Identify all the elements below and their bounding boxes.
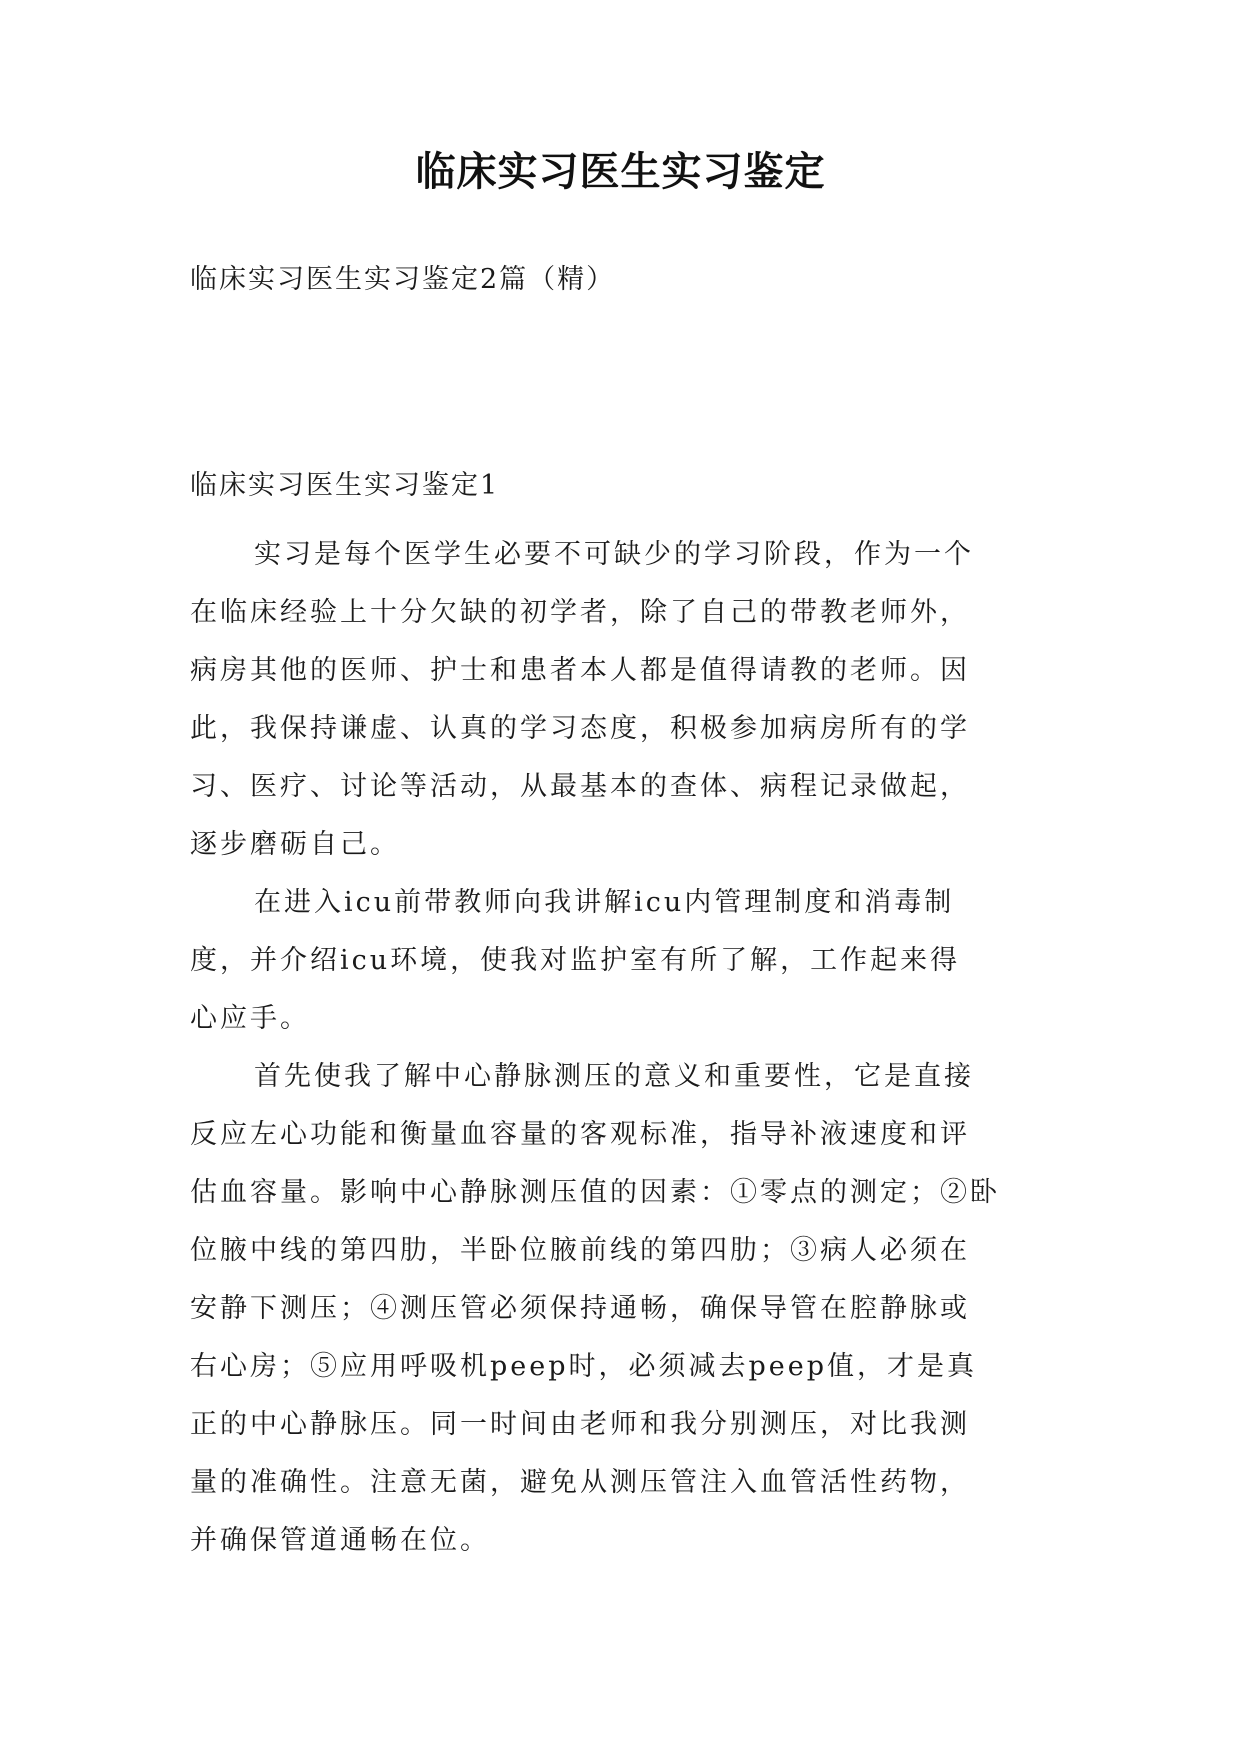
paragraph-line: 习、医疗、讨论等活动，从最基本的查体、病程记录做起， [190,771,970,802]
paragraph-line: 病房其他的医师、护士和患者本人都是值得请教的老师。因 [190,655,970,686]
paragraph-line: 估血容量。影响中心静脉测压值的因素：①零点的测定；②卧 [190,1177,1000,1208]
paragraph-line: 在临床经验上十分欠缺的初学者，除了自己的带教老师外， [190,597,970,628]
paragraph-line: 心应手。 [190,1003,310,1034]
paragraph-line: 在进入icu前带教师向我讲解icu内管理制度和消毒制 [254,887,955,918]
paragraph-line: 逐步磨砺自己。 [190,829,400,860]
document-title: 临床实习医生实习鉴定 [415,148,826,195]
section-heading: 临床实习医生实习鉴定1 [190,470,500,501]
paragraph-line: 首先使我了解中心静脉测压的意义和重要性，它是直接 [254,1061,974,1092]
paragraph-line: 安静下测压；④测压管必须保持通畅，确保导管在腔静脉或 [190,1293,970,1324]
paragraph-line: 正的中心静脉压。同一时间由老师和我分别测压，对比我测 [190,1409,970,1440]
paragraph-line: 并确保管道通畅在位。 [190,1525,490,1556]
paragraph-line: 量的准确性。注意无菌，避免从测压管注入血管活性药物， [190,1467,970,1498]
document-body [190,526,1052,1570]
paragraph-line: 此，我保持谦虚、认真的学习态度，积极参加病房所有的学 [190,713,970,744]
paragraph-line: 实习是每个医学生必要不可缺少的学习阶段，作为一个 [254,539,974,570]
paragraph-line: 度，并介绍icu环境，使我对监护室有所了解，工作起来得 [190,945,961,976]
paragraph-line: 位腋中线的第四肋，半卧位腋前线的第四肋；③病人必须在 [190,1235,970,1266]
paragraph-line: 反应左心功能和衡量血容量的客观标准，指导补液速度和评 [190,1119,970,1150]
paragraph-line: 右心房；⑤应用呼吸机peep时，必须减去peep值，才是真 [190,1351,978,1382]
document-subtitle: 临床实习医生实习鉴定2篇（精） [190,264,616,295]
